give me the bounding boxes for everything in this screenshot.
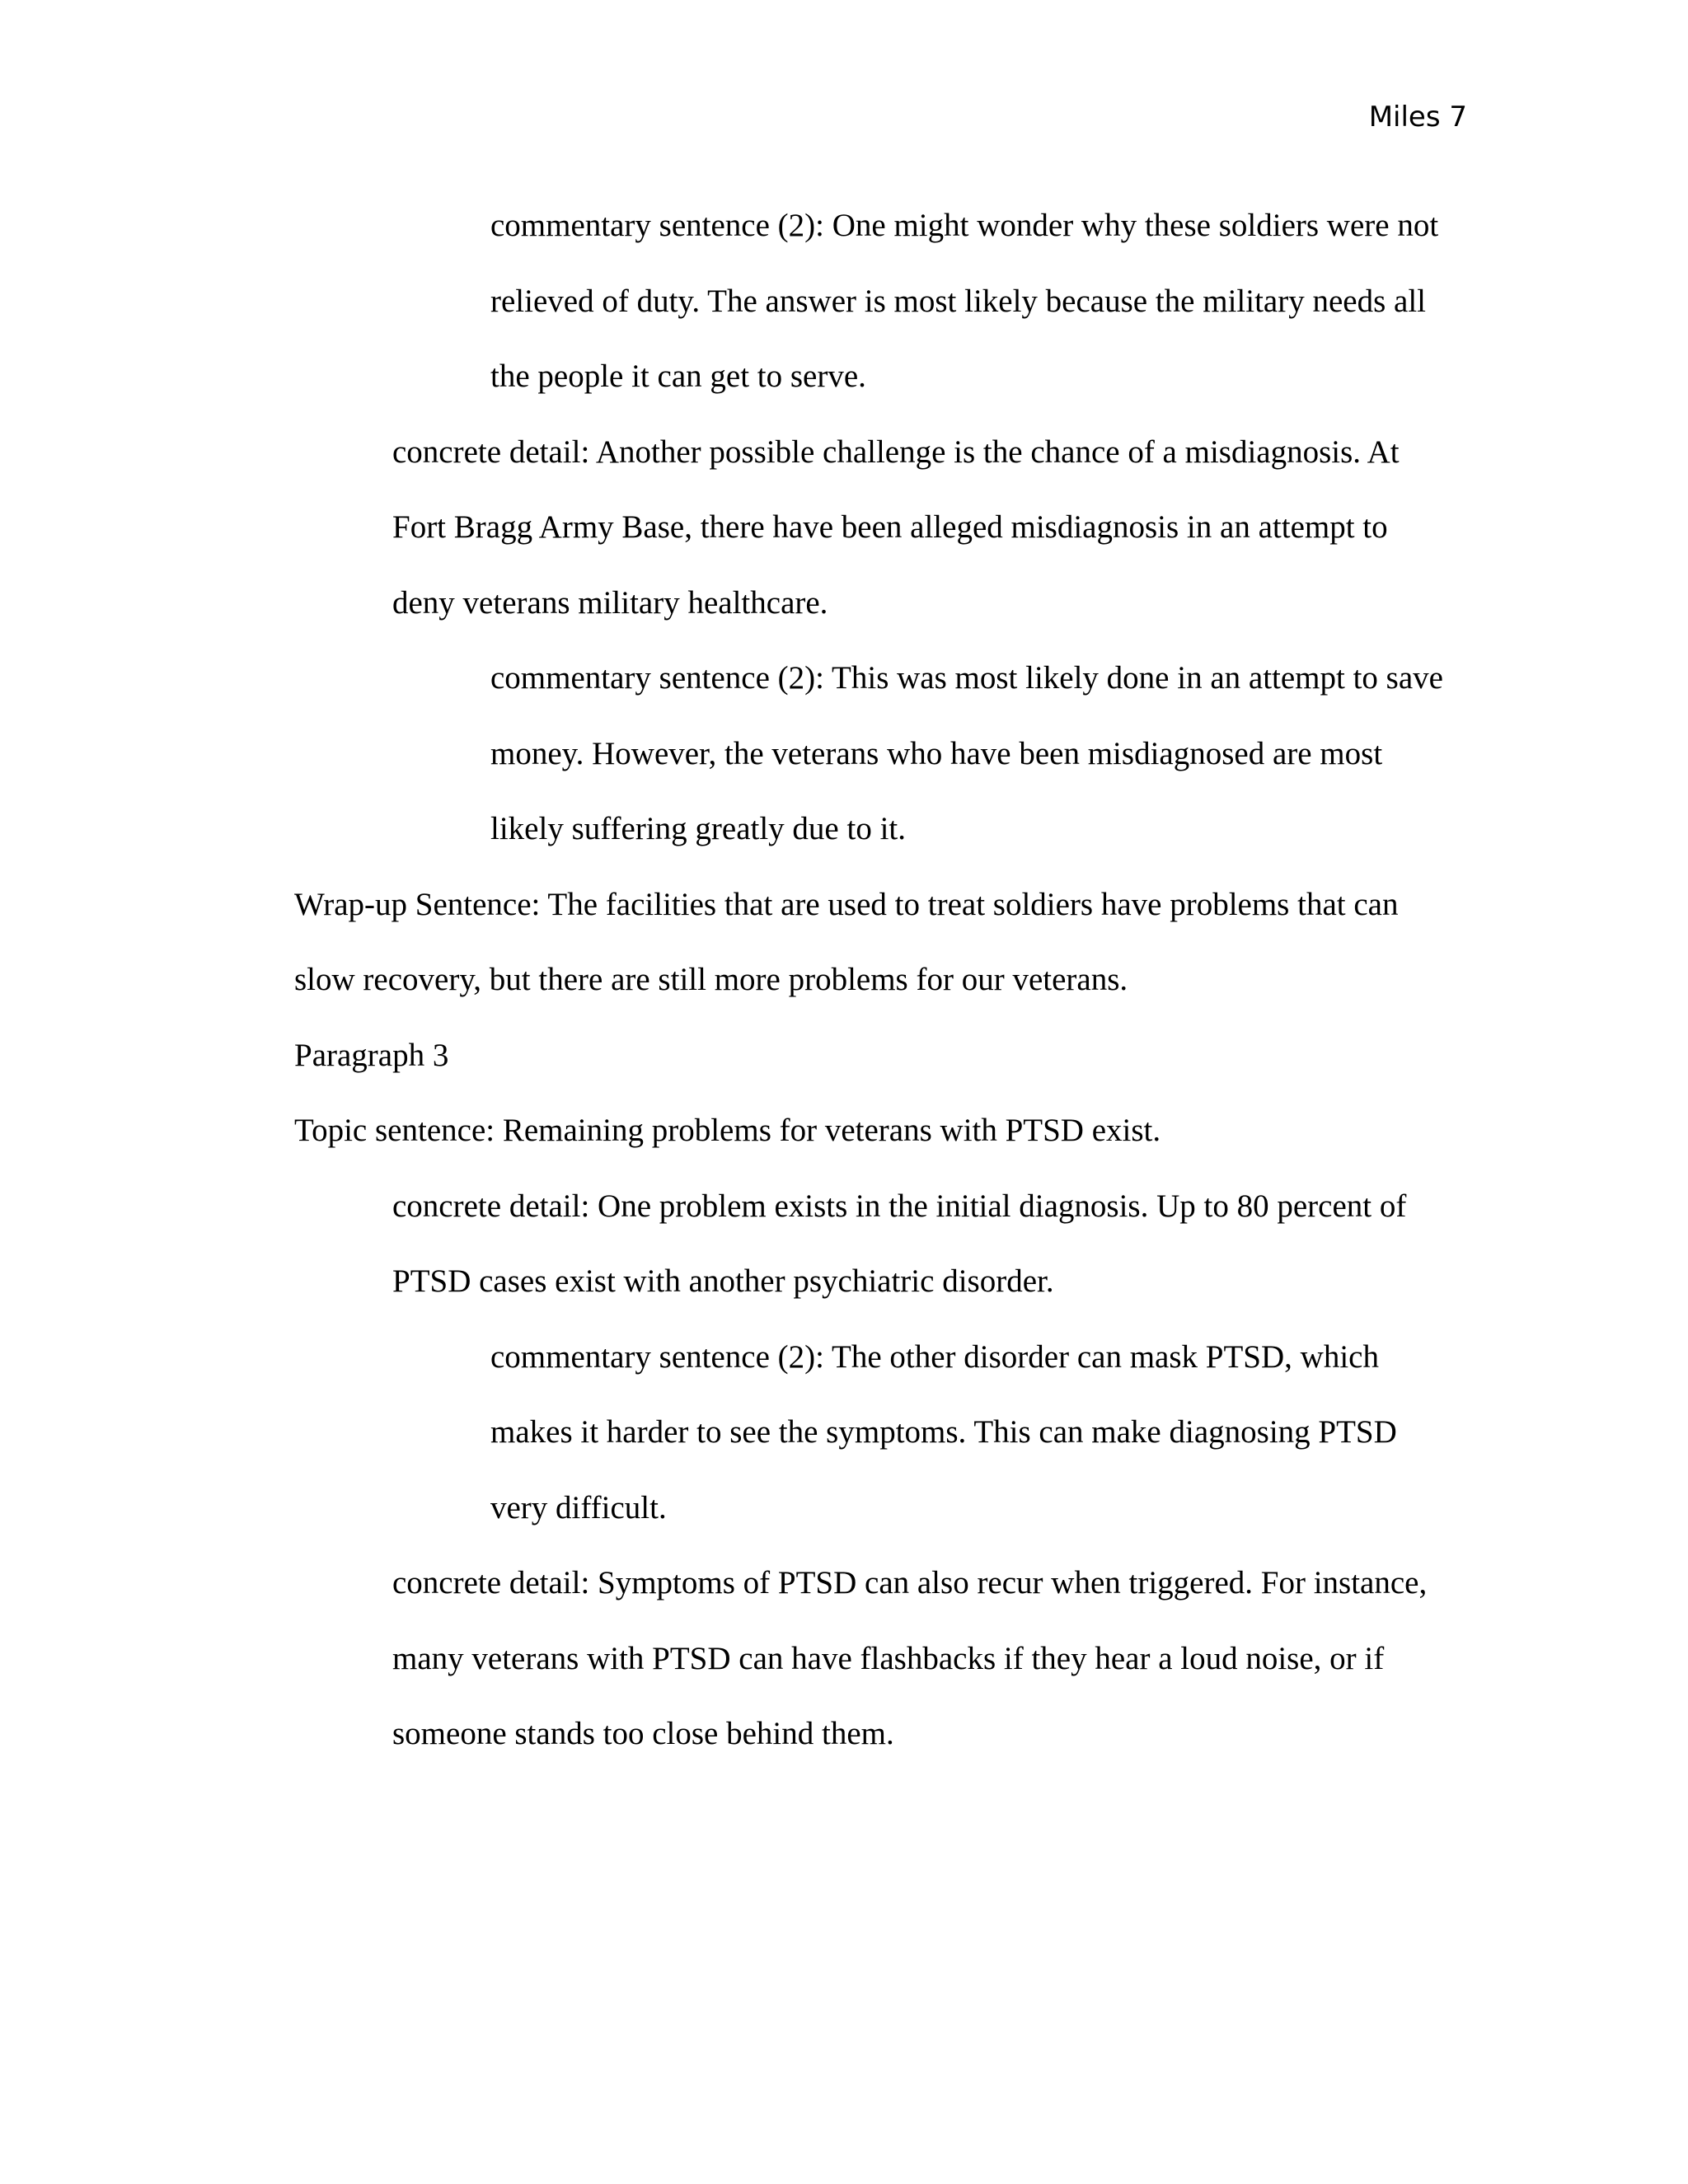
outline-line: very difficult. [490, 1489, 667, 1526]
outline-line: deny veterans military healthcare. [392, 584, 828, 621]
outline-line: slow recovery, but there are still more problems for our veterans. [294, 962, 1128, 997]
outline-line: concrete detail: Symptoms of PTSD can also recur when triggered. For instance, [392, 1565, 1428, 1601]
outline-line: the people it can get to serve. [490, 359, 866, 394]
outline-line: Wrap-up Sentence: The facilities that are used to treat soldiers have problems that can [294, 886, 1399, 922]
outline-line: commentary sentence (2): This was most likely done in an attempt to save [490, 660, 1443, 696]
outline-line: likely suffering greatly due to it. [490, 811, 906, 846]
outline-line: relieved of duty. The answer is most likely because the military needs all [490, 283, 1426, 319]
outline-line: PTSD cases exist with another psychiatric disorder. [392, 1263, 1054, 1299]
outline-line: Fort Bragg Army Base, there have been alleged misdiagnosis in an attempt to [392, 509, 1388, 545]
outline-line: money. However, the veterans who have been misdiagnosed are most [490, 735, 1383, 771]
paragraph-heading: Paragraph 3 [294, 1037, 449, 1073]
outline-line: someone stands too close behind them. [392, 1716, 894, 1751]
outline-body [0, 188, 1688, 1772]
running-head: Miles 7 [1368, 101, 1467, 134]
outline-line: commentary sentence (2): The other disorder can mask PTSD, which [490, 1338, 1379, 1375]
outline-line: commentary sentence (2): One might wonder why these soldiers were not [490, 208, 1439, 243]
outline-line: concrete detail: One problem exists in the initial diagnosis. Up to 80 percent of [392, 1188, 1407, 1224]
outline-line: makes it harder to see the symptoms. This can make diagnosing PTSD [490, 1414, 1397, 1450]
outline-line: Topic sentence: Remaining problems for veterans with PTSD exist. [294, 1113, 1161, 1148]
outline-line: concrete detail: Another possible challenge is the chance of a misdiagnosis. At [392, 434, 1400, 470]
outline-line: many veterans with PTSD can have flashbacks if they hear a loud noise, or if [392, 1640, 1385, 1676]
